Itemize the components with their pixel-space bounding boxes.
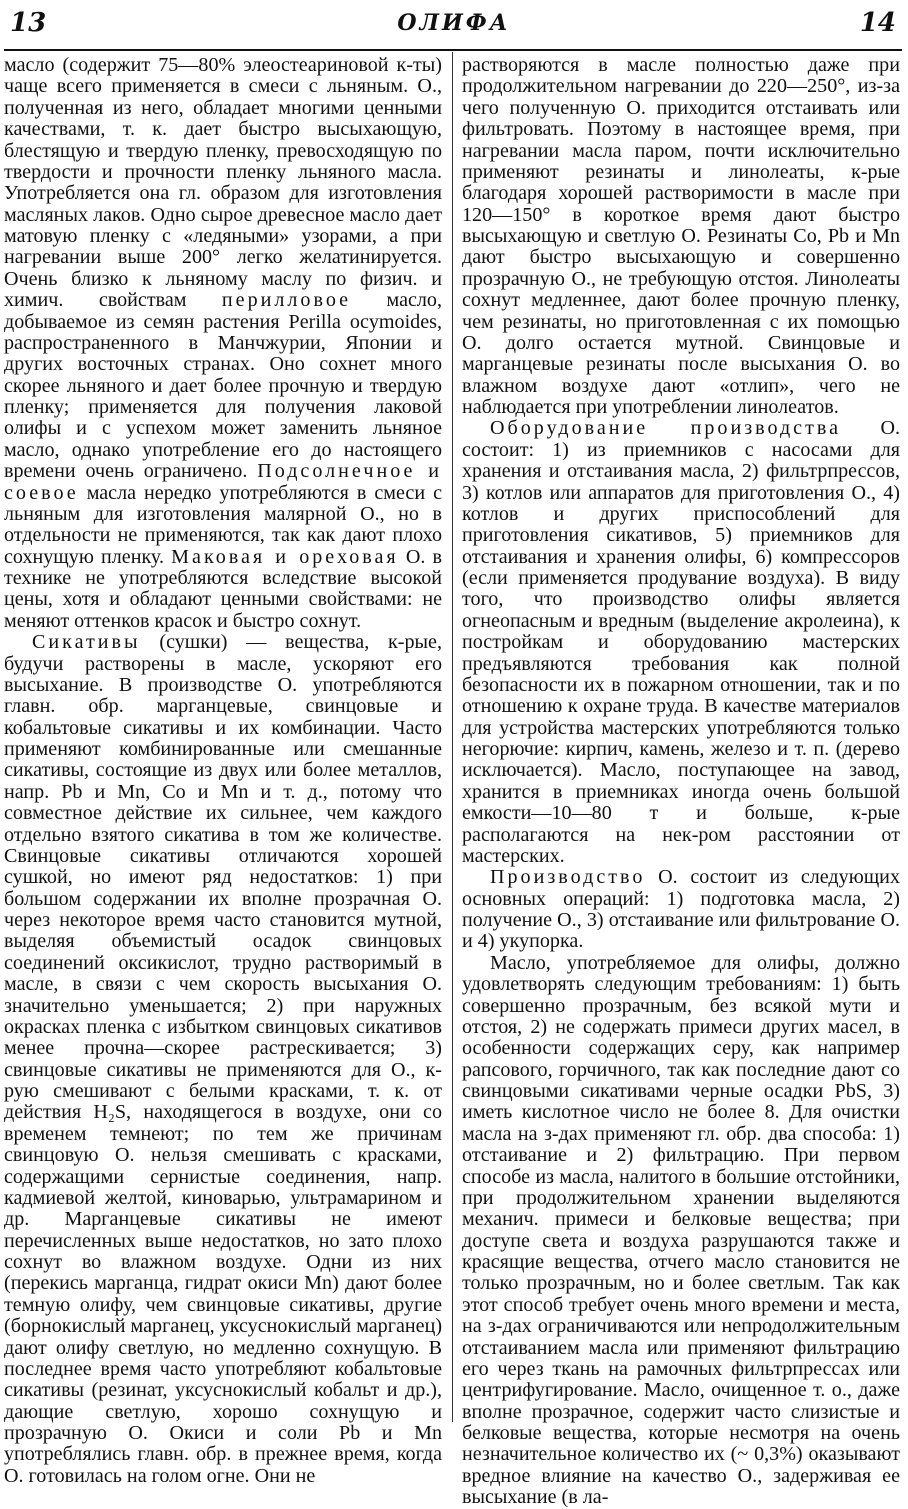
page-number-right: 14 bbox=[859, 8, 896, 38]
paragraph-siccatives bbox=[4, 632, 442, 1487]
term-poppy-walnut: Маковая и ореховая bbox=[171, 545, 399, 568]
term-sunflower-soy: Подсолнечное и соевое bbox=[4, 460, 443, 504]
paragraph-oils bbox=[4, 55, 442, 632]
text: масла нередко употребляются в смеси с льняным для изготовления малярной О., но в отдельности не применяются, так как дают плохо сохнущую пленку. bbox=[4, 481, 442, 568]
header-rule bbox=[4, 49, 902, 51]
text: О. состоит: 1) из приемников с насосами для хранения и отстаивания масла, 2) фильтрпрессов, 3) котлов или аппаратов для приготовления О., 4) котлов и других приспособлений для приготовления сикативов, 5) приемников для отстаивания и хранения олифы, 6) компрессоров (если применяется продувание воздуха). В виду того, что производство олифы является огнеопасным и вредным (выделение акролеина), к постройкам и оборудованию мастерских предъявляются требования как полной безопасности их в пожарном отношении, так и по отношению к охране труда. В качестве материалов для устройства мастерских употребляются только негорючие: кирпич, камень, железо и т. п. (дерево исключается). Масло, поступающее на завод, хранится в приемниках иногда очень большой емкости—10—80 т и больше, к-рые располагаются на нек-ром расстоянии от мастерских. bbox=[462, 417, 900, 867]
text: О. состоит из следующих основных операций: 1) подготовка масла, 2) получение О., 3) отстаивание или фильтрование О. и 4) укупорка. bbox=[462, 866, 900, 953]
column-divider bbox=[452, 52, 453, 1422]
text: (сушки) — вещества, к-рые, будучи растворены в масле, ускоряют его высыхание. В производстве О. употребляются главн. обр. марганцевые, свинцовые и кобальтовые сикативы и их комбинации. Часто применяют комбинированные или смешанные сикативы, состоящие из двух или более металлов, напр. Pb и Mn, Co и Mn и т. д., потому что совместное действие их сильнее, чем каждого отдельно взятого сикатива в том же количестве. Свинцовые сикативы отличаются хорошей сушкой, но имеют ряд недостатков: 1) при большом содержании их вполне прозрачная О. через некоторое время часто становится мутной, выделяя объемистый осадок свинцовых соединений оксикислот, трудно растворимый в масле, в связи с чем скорость высыхания О. значительно уменьшается; 2) при наружных окрасках пленка с избытком свинцовых сикативов менее прочна—скорее растрескивается; 3) свинцовые сикативы не применяются для О., к-рую смешивают с белыми красками, т. к. от действия H₂S, находящегося в воздухе, они со временем темнеют; по тем же причинам свинцовую О. нельзя смешивать с красками, содержащими сернистые соединения, напр. кадмиевой желтой, киноварью, ультрамарином и др. Марганцевые сикативы не имеют перечисленных выше недостатков, но зато плохо сохнут во влажном воздухе. Одни из них (перекись марганца, гидрат окиси Mn) дают более темную олифу, чем свинцовые сикативы, другие (борнокислый марганец, уксуснокислый марганец) дают олифу светлую, но медленно сохнущую. В последнее время часто употребляют кобальтовые сикативы (резинат, уксуснокислый кобальт и др.), дающие светлую, хорошо сохнущую и прозрачную О. Окиси и соли Pb и Mn употреблялись главн. обр. в прежнее время, когда О. готовилась на голом огне. Они не bbox=[4, 631, 443, 1487]
term-siccatives: Сикативы bbox=[32, 631, 141, 654]
page-header bbox=[0, 0, 908, 50]
term-production: Производство bbox=[490, 866, 646, 889]
right-column bbox=[462, 55, 900, 1509]
text: О. в технике не употребляются вследствие высокой цены, хотя и обладают ценными свойствами: не меняют оттенков красок и быстро сохнут. bbox=[4, 545, 443, 632]
left-column bbox=[4, 55, 442, 1487]
paragraph-oil-requirements: Масло, употребляемое для олифы, должно удовлетворять следующим требованиям: 1) быть совершенно прозрачным, без всякой мути и отстоя, 2) не содержать примеси других масел, в особенности содержащих серу, как например рапсового, горчичного, так как последние дают со свинцовыми сикативами черные осадки PbS, 3) иметь кислотное число не более 8. Для очистки масла на з-дах применяют гл. обр. два способа: 1) отстаивание и 2) фильтрацию. При первом способе из масла, налитого в большие отстойники, при продолжительном хранении выделяются механич. примеси и белковые вещества; при доступе света и воздуха разрушаются также и красящие вещества, отчего масло становится не только прозрачным, но и более светлым. Так как этот способ требует очень много времени и места, на з-дах ограничиваются или непродолжительным отстаиванием масла или применяют фильтрацию его через ткань на рамочных фильтрпрессах или центрифугирование. Масло, очищенное т. о., даже вполне прозрачное, содержит часто слизистые и белковые вещества, которые несмотря на очень незначительное количество их (~ 0,3%) оказывают вредное влияние на качество О., задерживая ее высыхание (в ла- bbox=[462, 951, 900, 1509]
page-number-left: 13 bbox=[10, 8, 47, 38]
paragraph-equipment bbox=[462, 418, 900, 867]
running-title: ОЛИФА bbox=[397, 10, 511, 36]
text: масло (содержит 75—80% элеостеариновой к-ты) чаще всего применяется в смеси с льняным. О., полученная из него, обладает многими ценными качествами, т. к. дает быстро высыхающую, блестящую и твердую пленку, превосходящую по твердости и прочности пленку льняного масла. Употребляется она гл. образом для изготовления масляных лаков. Одно сырое древесное масло дает матовую пленку с «ледяными» узорами, а при нагревании выше 200° легко желатинируется. Очень близко к льняному маслу по физич. и химич. свойствам bbox=[4, 54, 442, 312]
text: масло, добываемое из семян растения Perilla ocymoides, распространенного в Манчжурии, Японии и других восточных странах. Оно сохнет много скорее льняного и дает более прочную и твердую пленку; применяется для получения лаковой олифы и с успехом может заменить льняное масло, однако употребление его до настоящего времени очень ограничено. bbox=[4, 289, 442, 483]
term-equipment: Оборудование производства bbox=[490, 417, 842, 440]
paragraph-production bbox=[462, 867, 900, 953]
term-perilla: перилловое bbox=[221, 289, 352, 312]
paragraph-resinates: растворяются в масле полностью даже при продолжительном нагревании до 220—250°, из-за чего полученную О. приходится отстаивать или фильтровать. Поэтому в настоящее время, при нагревании масла паром, почти исключительно применяют резинаты и линолеаты, к-рые благодаря хорошей растворимости в масле при 120—150° в короткое время дают быстро высыхающую и светлую О. Резинаты Co, Pb и Mn дают быстро высыхающую и совершенно прозрачную О., не требующую отстоя. Линолеаты сохнут медленнее, дают более прочную пленку, чем резинаты, но приготовленная с их помощью О. долго остается мутной. Свинцовые и марганцевые резинаты после высыхания О. во влажном воздухе дают «отлип», чего не наблюдается при употреблении линолеатов. bbox=[462, 54, 900, 418]
